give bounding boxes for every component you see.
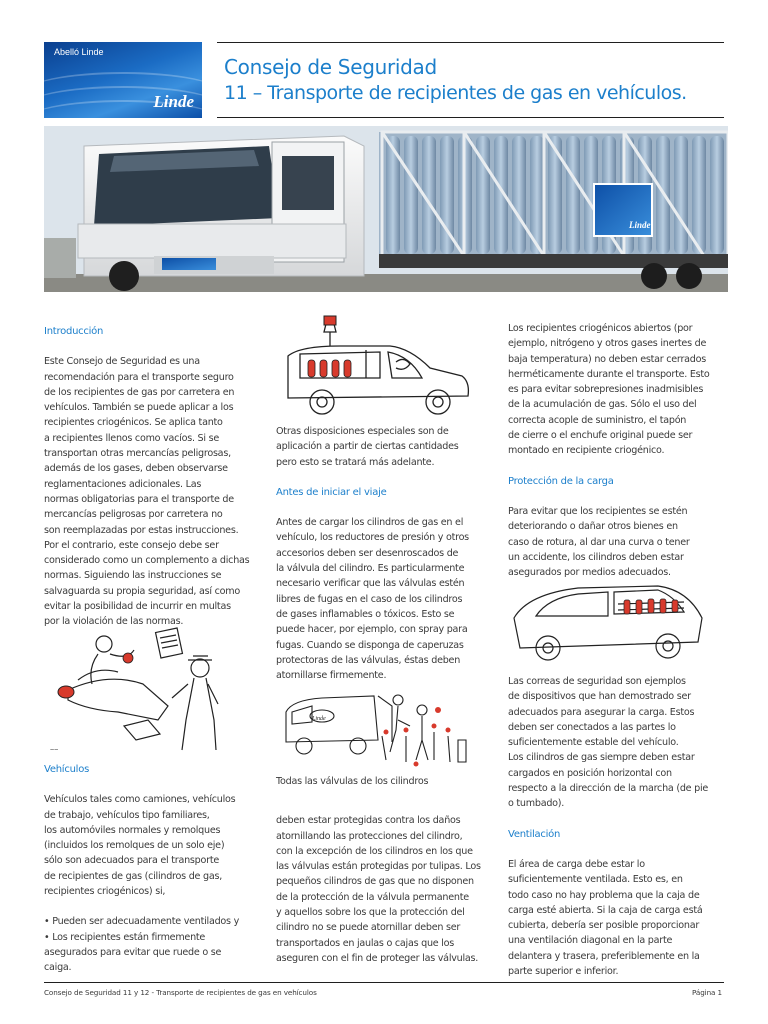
van-brand-text: Linde (312, 716, 326, 722)
protect-line: aseguren con el fin de proteger las válvulas. (276, 952, 479, 964)
linde-logo (44, 42, 202, 118)
vehicles-section (44, 762, 262, 976)
intro-line: Este Consejo de Seguridad es una (44, 356, 200, 368)
protect-line: las válvulas están protegidas por tulipas. Los (276, 861, 481, 873)
intro-line: a recipientes llenos como vacíos. Si se (44, 432, 220, 444)
before-line: vehículo, los reductores de presión y otros (276, 532, 469, 544)
vehicles-line: (incluidos los remolques de un solo eje) (44, 840, 225, 852)
column-left (44, 324, 262, 630)
footer-left: Consejo de Seguridad 11 y 12 - Transporte de recipientes de gas en vehículos (44, 988, 317, 997)
truck-illustration (44, 126, 728, 292)
straps-line: Los cilindros de gas siempre deben estar (508, 752, 695, 764)
intro-line: normas. Siguiendo las instrucciones se (44, 570, 222, 582)
truck-cab (78, 136, 364, 291)
protect-line: cilindro no se puede atornillar deben ser (276, 922, 461, 934)
valves-line: Todas las válvulas de los cilindros (276, 776, 429, 787)
straps-line: respecto a la dirección de la marcha (de pie (508, 783, 709, 795)
load-line: caso de rotura, al dar una curva o tener (508, 536, 690, 548)
logo-subtitle: Abelló Linde (54, 47, 104, 57)
gas-cylinders (379, 132, 728, 256)
intro-line: Por el contrario, este consejo debe ser (44, 539, 219, 551)
vent-heading: Ventilación (508, 828, 561, 840)
before-line: accesorios deben ser desenroscados de (276, 547, 459, 559)
cryo-line: montado en recipiente criogénico. (508, 445, 665, 457)
vehicles-line: de trabajo, vehículos tipo familiares, (44, 809, 210, 821)
intro-heading: Introducción (44, 326, 104, 337)
valves-section (276, 774, 498, 966)
load-heading: Protección de la carga (508, 475, 614, 487)
straps-line: de dispositivos que han demostrado ser (508, 691, 691, 703)
load-line: deteriorando o dañar otros bienes en (508, 521, 678, 533)
load-line: un accidente, los cilindros deben estar (508, 551, 684, 563)
cryo-line: ejemplo, nitrógeno y otros gases inertes de (508, 338, 707, 350)
protect-line: deben estar protegidas contra los daños (276, 815, 461, 827)
cryo-line: es para evitar sobrepresiones inadmisibles (508, 384, 704, 396)
intro-line: además de los gases, deben observarse (44, 463, 228, 475)
vehicles-line: Vehículos tales como camiones, vehículos (44, 794, 236, 806)
before-line: libres de fugas en el caso de los cilindros (276, 593, 463, 605)
vehicles-heading: Vehículos (44, 764, 90, 775)
cryo-line: correcta acople de suministro, el tapón (508, 414, 687, 426)
before-line: de gases inflamables o tóxicos. Esto se (276, 608, 455, 620)
before-line: necesario verificar que las válvulas estén (276, 578, 465, 590)
vent-line: una ventilación diagonal en la parte (508, 935, 673, 947)
bullet-line: • Pueden ser adecuadamente ventilados y (44, 916, 240, 928)
intro-line: recomendación para el transporte seguro (44, 371, 234, 383)
footer-page-number: Página 1 (692, 988, 722, 997)
vehicles-line: de recipientes de gas (cilindros de gas, (44, 870, 223, 882)
before-line: protectoras de las válvulas, éstas deben (276, 654, 461, 666)
before-line: Antes de cargar los cilindros de gas en el (276, 517, 464, 529)
straps-line: adecuados para asegurar la carga. Estos (508, 706, 695, 718)
cryo-line: de cierre o el enchufe original puede ser (508, 430, 693, 442)
cryo-line: de la acumulación de gas. Sólo el uso del (508, 399, 697, 411)
before-line: la válvula del cilindro. Es particularmente (276, 563, 465, 575)
vent-line: delantera y trasera, preferiblemente en la (508, 950, 700, 962)
intro-line: evitar la posibilidad de incurrir en multas (44, 601, 231, 613)
car-cylinders-cartoon (280, 312, 476, 422)
vent-line: El área de carga debe estar lo (508, 858, 645, 870)
bullet-line: asegurados para evitar que ruede o se (44, 946, 222, 958)
protect-line: pequeños cilindros de gas que no disponen (276, 876, 474, 888)
van-cylinders-cartoon (282, 680, 472, 770)
artist-signature: ~~ (50, 747, 59, 754)
intro-line: por la violación de las normas. (44, 616, 184, 628)
intro-line: vehículos. También se puede aplicar a los (44, 402, 234, 414)
other-line: Otras disposiciones especiales son de (276, 426, 449, 437)
other-line: pero esto se tratará más adelante. (276, 456, 435, 468)
other-line: aplicación a partir de ciertas cantidades (276, 441, 459, 453)
straps-line: deben ser conectados a las partes lo (508, 721, 676, 733)
vehicles-line: recipientes criogénicos) si, (44, 886, 166, 898)
vent-line: cubierta, debería ser posible proporcionar (508, 920, 700, 932)
intro-line: normas obligatorias para el transporte de (44, 493, 234, 505)
intro-line: de los recipientes de gas por carretera en (44, 386, 235, 398)
straps-line: cargados en posición horizontal con (508, 767, 672, 779)
before-line: puede hacer, por ejemplo, con spray para (276, 624, 468, 636)
intro-line: salvaguarda su propia seguridad, así como (44, 585, 240, 597)
bullet-line: caiga. (44, 962, 72, 974)
logo-brand: Linde (153, 92, 194, 111)
before-line: atornillarse firmemente. (276, 670, 387, 682)
protect-line: transportados en jaulas o cajas que los (276, 937, 455, 949)
column-right (508, 321, 730, 580)
cryo-line: baja temperatura) no deben estar cerrados (508, 353, 706, 365)
intro-line: reglamentaciones adicionales. Las (44, 478, 202, 490)
straps-line: Las correas de seguridad son ejemplos (508, 676, 686, 687)
intro-line: recipientes criogénicos. Se aplica tanto (44, 417, 223, 429)
before-heading: Antes de iniciar el viaje (276, 486, 387, 498)
footer-rule (44, 982, 724, 983)
before-line: fugas. Cuando se disponga de caperuzas (276, 639, 464, 651)
load-line: asegurados por medios adecuados. (508, 567, 671, 579)
vent-line: todo caso no hay problema que la caja de (508, 889, 700, 901)
straps-line: suficientemente estable del vehículo. (508, 737, 679, 749)
vent-line: suficientemente ventilada. Esto es, en (508, 874, 683, 886)
cryo-line: Los recipientes criogénicos abiertos (por (508, 323, 693, 334)
bullet-line: • Los recipientes están firmemente (44, 931, 206, 943)
vehicles-line: sólo son adecuados para el transporte (44, 855, 220, 867)
page-title: Consejo de Seguridad (224, 55, 437, 79)
intro-line: son reemplazadas por estas instrucciones. (44, 524, 239, 536)
panel-brand-text: Linde (629, 220, 651, 230)
intro-line: considerado como un complemento a dichas (44, 555, 250, 567)
intro-line: transportan otras mercancías peligrosas, (44, 448, 231, 460)
page-subtitle: 11 – Transporte de recipientes de gas en vehículos. (224, 82, 687, 104)
protect-line: y aquellos sobre los que la protección del (276, 907, 465, 919)
header-top-rule (217, 42, 724, 43)
wagon-cylinders-cartoon (508, 578, 708, 670)
column-middle (276, 424, 498, 683)
header-bottom-rule (217, 117, 724, 118)
cryo-line: herméticamente durante el transporte. Esto (508, 368, 710, 380)
straps-line: o tumbado). (508, 798, 565, 810)
straps-section (508, 674, 730, 979)
vent-line: parte superior e inferior. (508, 966, 619, 978)
intro-line: mercancías peligrosas por carretera no (44, 509, 223, 521)
vent-line: carga esté abierta. Si la caja de carga está (508, 904, 703, 916)
truck-photo (44, 126, 728, 292)
protect-line: atornillando las protecciones del cilindro, (276, 830, 463, 842)
vehicles-line: los automóviles normales y remolques (44, 824, 221, 836)
protect-line: de la protección de la válvula permanente (276, 891, 469, 903)
fine-cartoon (48, 620, 228, 755)
load-line: Para evitar que los recipientes se estén (508, 505, 688, 517)
protect-line: con la excepción de los cilindros en los que (276, 845, 473, 857)
